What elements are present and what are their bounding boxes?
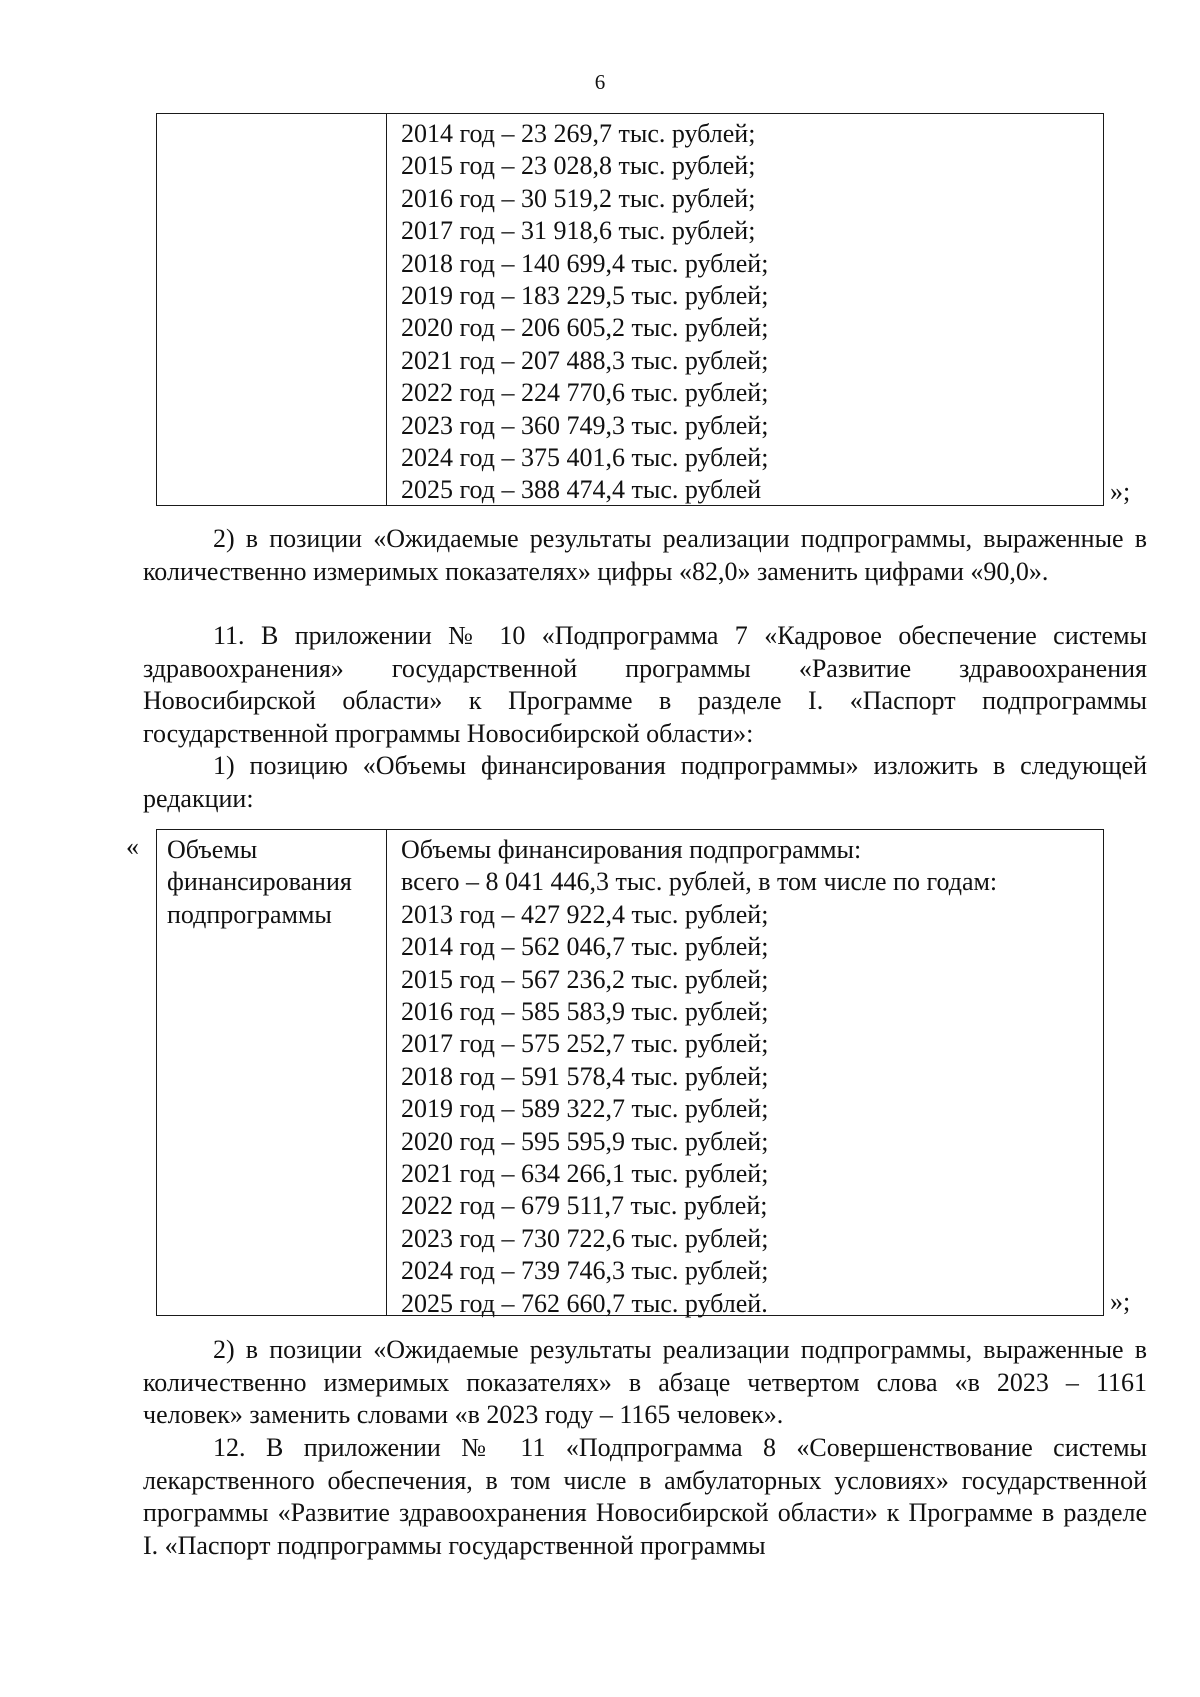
funding-line: 2019 год – 589 322,7 тыс. рублей; [401, 1094, 769, 1124]
funding-line: 2014 год – 562 046,7 тыс. рублей; [401, 932, 769, 962]
funding-line: 2022 год – 679 511,7 тыс. рублей; [401, 1191, 768, 1221]
table-right-cell [387, 114, 1103, 505]
table-right-cell [387, 830, 1103, 1318]
funding-line: 2024 год – 739 746,3 тыс. рублей; [401, 1256, 769, 1286]
funding-line: 2018 год – 591 578,4 тыс. рублей; [401, 1061, 769, 1091]
paragraph-expected-results: 2) в позиции «Ожидаемые результаты реализации подпрограммы, выраженные в количественно измеримых показателях» цифры «82,0» заменить цифрами «90,0». [143, 524, 1147, 586]
closing-quote-mark: »; [1110, 477, 1131, 506]
funding-line: всего – 8 041 446,3 тыс. рублей, в том числе по годам: [401, 867, 998, 897]
paragraph-item-11: 11. В приложении № 10 «Подпрограмма 7 «Кадровое обеспечение системы здравоохранения» государственной программы «Развитие здравоохранения Новосибирской области» к Программе в разделе I. «Паспорт подпрограммы государственной программы Новосибирской области»: [143, 621, 1147, 748]
funding-line: 2016 год – 585 583,9 тыс. рублей; [401, 997, 769, 1027]
closing-quote-mark: »; [1110, 1287, 1131, 1316]
table-label-line: Объемы [167, 835, 258, 864]
table-left-cell [157, 114, 387, 505]
paragraph-item-12: 12. В приложении № 11 «Подпрограмма 8 «Совершенствование системы лекарственного обеспечения, в том числе в амбулаторных условиях» государственной программы «Развитие здравоохранения Новосибирской области» к Программе в разделе I. «Паспорт подпрограммы государственной программы [143, 1433, 1147, 1560]
table-label-line: подпрограммы [167, 899, 332, 929]
funding-line: 2025 год – 388 474,4 тыс. рублей [401, 475, 762, 505]
paragraph-funding-position: 1) позицию «Объемы финансирования подпрограммы» изложить в следующей редакции: [143, 751, 1147, 813]
opening-quote-mark: « [126, 832, 139, 861]
funding-line: 2015 год – 567 236,2 тыс. рублей; [401, 964, 769, 994]
funding-line: 2016 год – 30 519,2 тыс. рублей; [401, 183, 756, 213]
funding-line: 2020 год – 595 595,9 тыс. рублей; [401, 1126, 769, 1156]
funding-line: 2017 год – 575 252,7 тыс. рублей; [401, 1029, 769, 1059]
funding-line: 2022 год – 224 770,6 тыс. рублей; [401, 378, 769, 408]
funding-line: 2024 год – 375 401,6 тыс. рублей; [401, 443, 769, 473]
funding-line: 2013 год – 427 922,4 тыс. рублей; [401, 899, 769, 929]
table-label-line: финансирования [167, 867, 352, 897]
funding-line: 2019 год – 183 229,5 тыс. рублей; [401, 281, 769, 311]
funding-line: 2021 год – 207 488,3 тыс. рублей; [401, 345, 769, 375]
table-left-cell [157, 830, 387, 1315]
funding-line: Объемы финансирования подпрограммы: [401, 835, 862, 864]
funding-line: 2020 год – 206 605,2 тыс. рублей; [401, 313, 769, 343]
funding-table [156, 829, 1104, 1316]
paragraph-expected-results-2: 2) в позиции «Ожидаемые результаты реализации подпрограммы, выраженные в количественно измеримых показателях» в абзаце четвертом слова «в 2023 – 1161 человек» заменить словами «в 2023 году – 1165 человек». [143, 1335, 1147, 1430]
funding-line: 2018 год – 140 699,4 тыс. рублей; [401, 248, 769, 278]
funding-line: 2023 год – 360 749,3 тыс. рублей; [401, 410, 769, 440]
funding-line: 2021 год – 634 266,1 тыс. рублей; [401, 1159, 769, 1189]
funding-table-continued [156, 113, 1104, 506]
page-number: 6 [594, 70, 606, 94]
funding-line: 2015 год – 23 028,8 тыс. рублей; [401, 151, 756, 181]
funding-line: 2023 год – 730 722,6 тыс. рублей; [401, 1223, 769, 1253]
funding-line: 2014 год – 23 269,7 тыс. рублей; [401, 119, 756, 148]
funding-line: 2025 год – 762 660,7 тыс. рублей. [401, 1288, 768, 1318]
funding-line: 2017 год – 31 918,6 тыс. рублей; [401, 216, 756, 246]
